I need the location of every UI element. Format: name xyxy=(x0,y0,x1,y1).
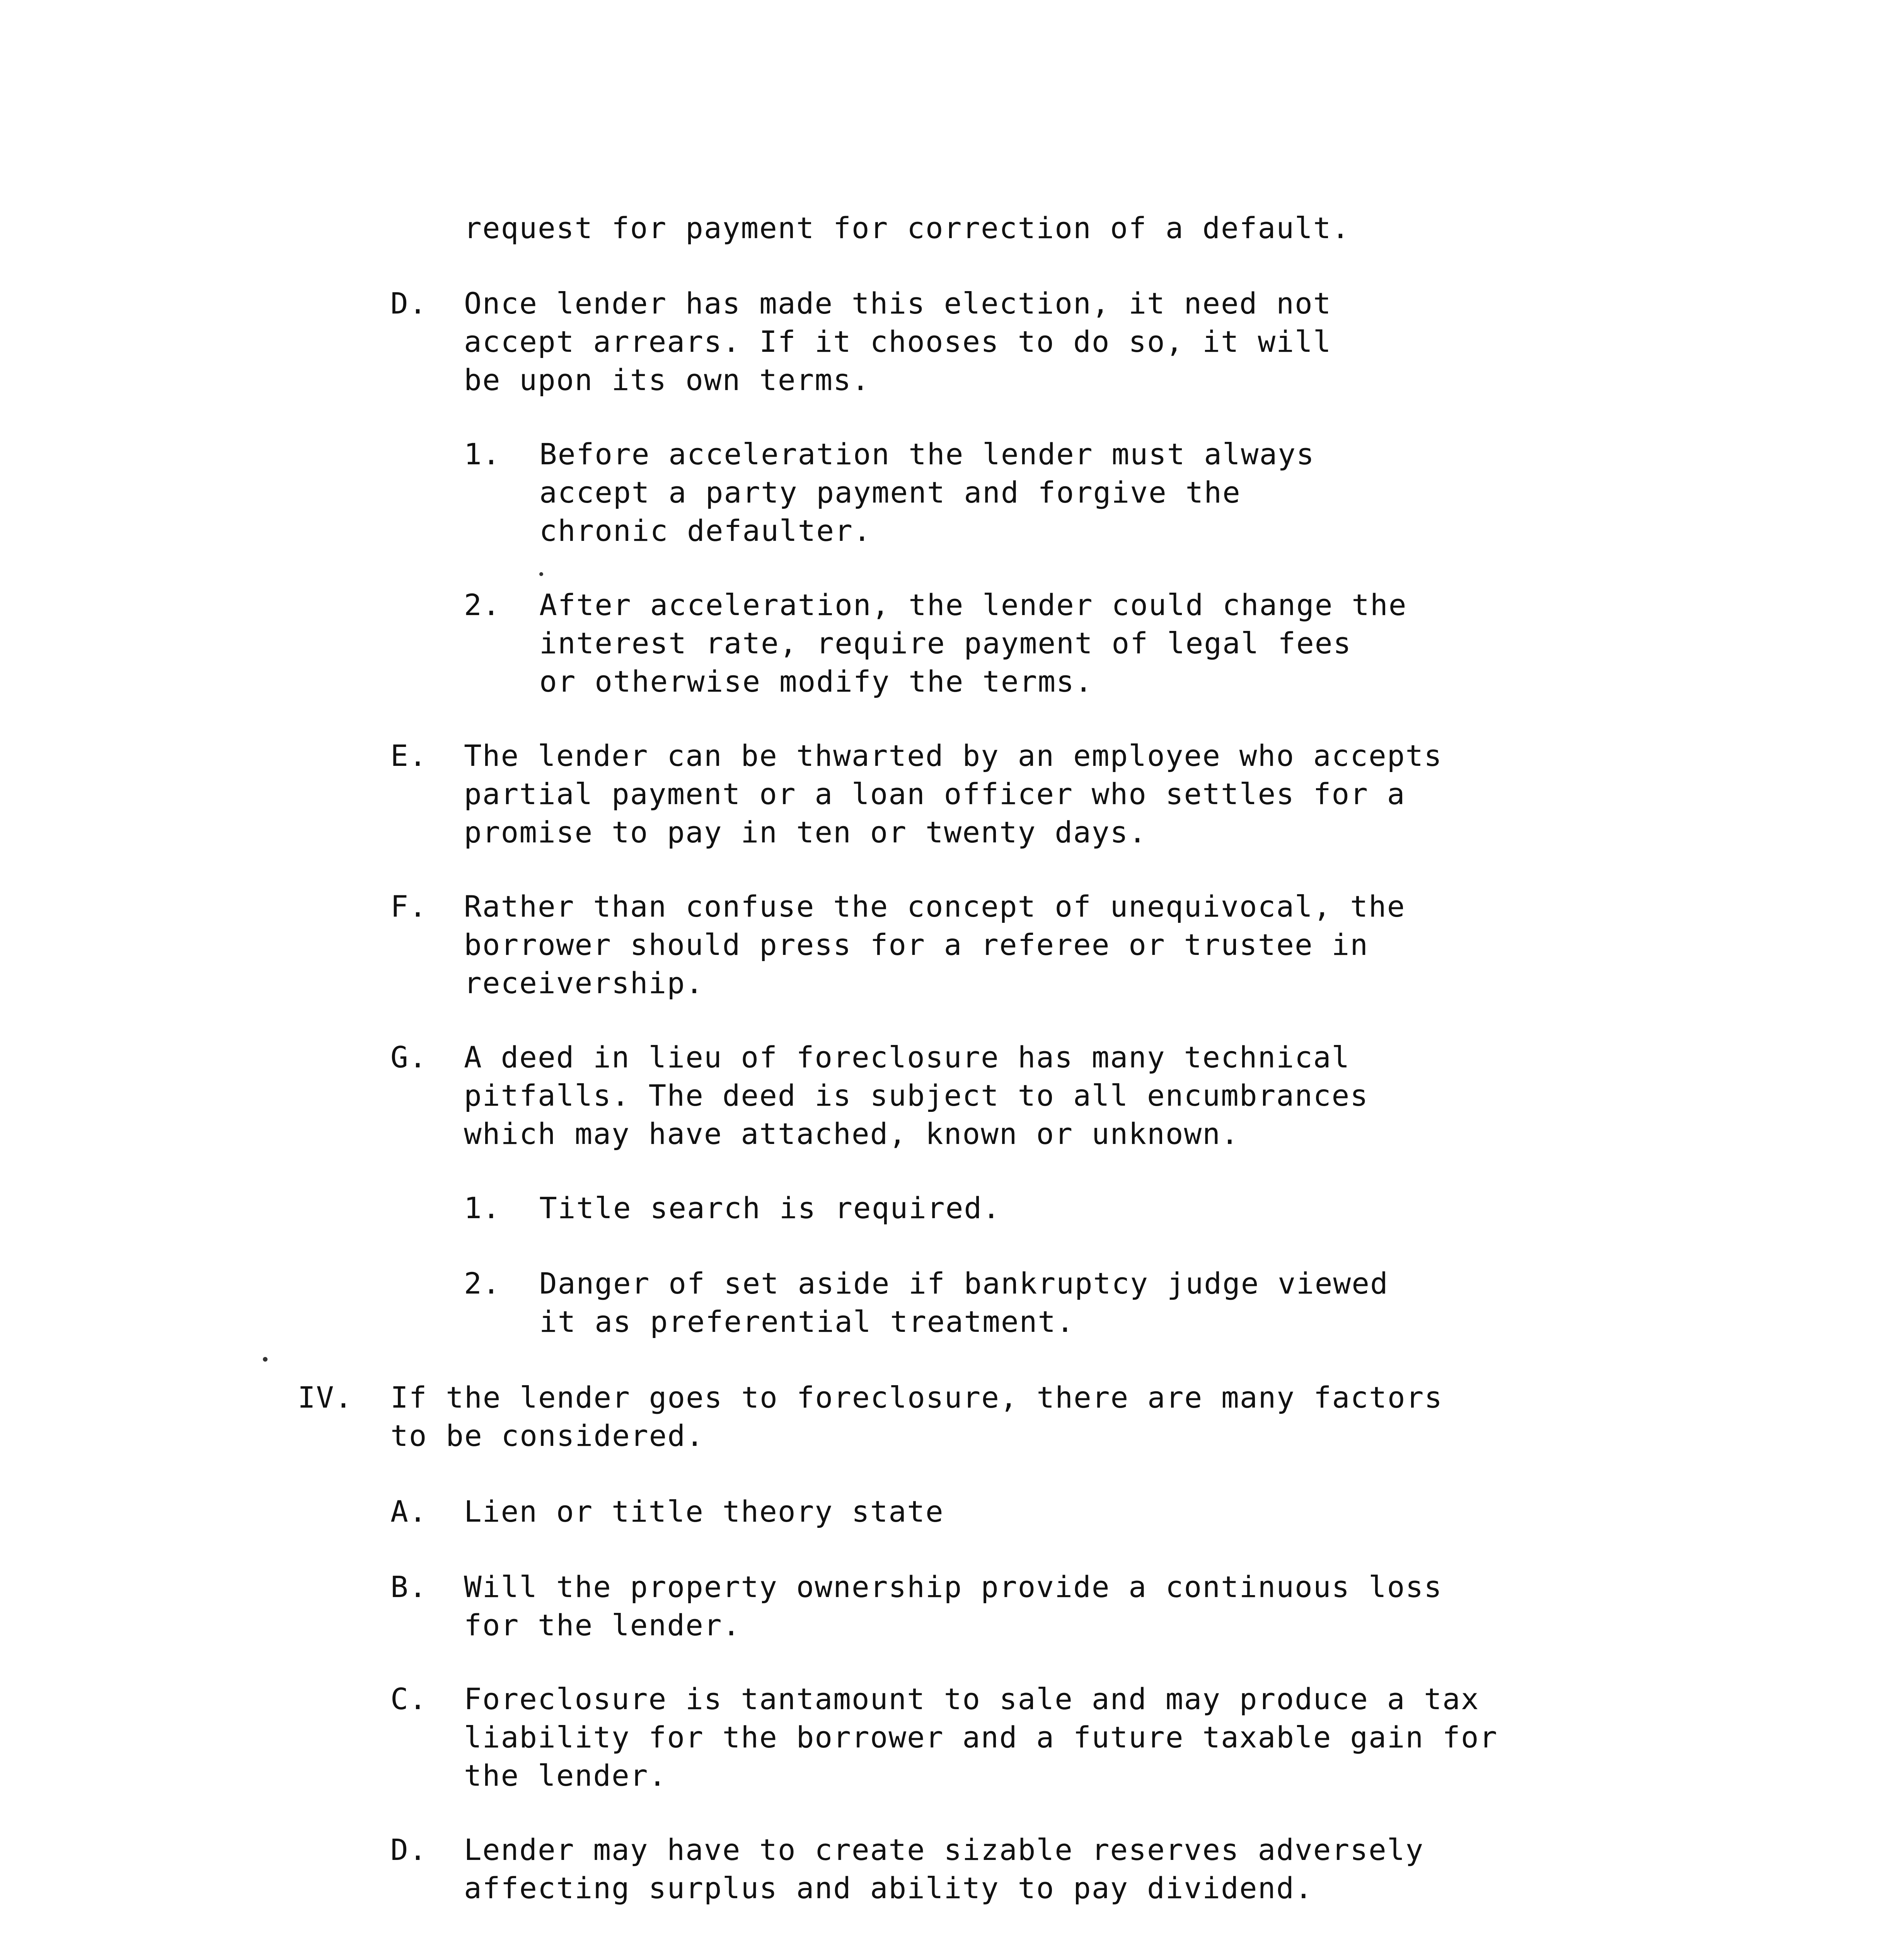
outline-item-iv-a xyxy=(464,1492,944,1531)
subitem-line: Title search is required. xyxy=(539,1191,1001,1225)
item-line: Foreclosure is tantamount to sale and may produce a tax xyxy=(464,1682,1480,1716)
outline-item-iv-c xyxy=(464,1680,1498,1795)
item-line: Lender may have to create sizable reserves adversely xyxy=(464,1832,1424,1867)
continuation-line: request for payment for correction of a default. xyxy=(464,211,1350,245)
subitem-line: Danger of set aside if bankruptcy judge viewed xyxy=(539,1266,1389,1301)
item-line: The lender can be thwarted by an employee who accepts xyxy=(464,738,1443,773)
outline-item-e xyxy=(464,736,1442,851)
subitem-line: or otherwise modify the terms. xyxy=(539,664,1093,699)
subitem-line: Before acceleration the lender must always xyxy=(539,437,1315,471)
item-line: A deed in lieu of foreclosure has many technical xyxy=(464,1040,1350,1074)
item-line: Lien or title theory state xyxy=(464,1494,944,1529)
item-line: accept arrears. If it chooses to do so, it will xyxy=(464,324,1332,359)
item-line: receivership. xyxy=(464,966,704,1000)
subitem-line: chronic defaulter. xyxy=(539,513,872,548)
outline-marker-iv-c: C. xyxy=(390,1682,428,1716)
item-line: borrower should press for a referee or trustee in xyxy=(464,927,1369,962)
outline-section-iv xyxy=(390,1378,1443,1455)
item-line: Will the property ownership provide a continuous loss xyxy=(464,1570,1443,1604)
continuation-text xyxy=(464,209,1350,247)
outline-subitem-g2 xyxy=(539,1264,1389,1341)
outline-item-d xyxy=(464,284,1332,399)
item-line: pitfalls. The deed is subject to all encumbrances xyxy=(464,1078,1369,1113)
outline-marker-d1: 1. xyxy=(464,437,501,471)
outline-item-iv-b xyxy=(464,1568,1442,1644)
item-line: affecting surplus and ability to pay dividend. xyxy=(464,1871,1313,1905)
outline-marker-iv-a: A. xyxy=(390,1494,428,1529)
item-line: Rather than confuse the concept of unequivocal, the xyxy=(464,889,1406,924)
outline-subitem-d2 xyxy=(539,586,1407,701)
subitem-line: interest rate, require payment of legal fees xyxy=(539,626,1352,660)
section-line: If the lender goes to foreclosure, there are many factors xyxy=(390,1380,1443,1415)
scan-speck xyxy=(539,572,543,576)
outline-marker-e: E. xyxy=(390,738,428,773)
outline-marker-d: D. xyxy=(390,286,428,320)
outline-item-iv-d xyxy=(464,1831,1424,1907)
item-line: which may have attached, known or unknown. xyxy=(464,1117,1239,1151)
subitem-line: accept a party payment and forgive the xyxy=(539,475,1241,510)
section-line: to be considered. xyxy=(390,1418,704,1453)
item-line: be upon its own terms. xyxy=(464,363,870,397)
outline-item-g xyxy=(464,1038,1369,1153)
subitem-line: it as preferential treatment. xyxy=(539,1304,1075,1339)
outline-marker-g: G. xyxy=(390,1040,428,1074)
item-line: the lender. xyxy=(464,1758,667,1793)
outline-subitem-g1 xyxy=(539,1189,1001,1227)
scan-speck xyxy=(263,1357,268,1362)
outline-marker-g1: 1. xyxy=(464,1191,501,1225)
outline-marker-iv-b: B. xyxy=(390,1570,428,1604)
item-line: promise to pay in ten or twenty days. xyxy=(464,815,1147,849)
outline-marker-d2: 2. xyxy=(464,588,501,622)
outline-item-f xyxy=(464,887,1406,1002)
outline-marker-iv: IV. xyxy=(298,1380,353,1415)
subitem-line: After acceleration, the lender could change the xyxy=(539,588,1407,622)
outline-subitem-d1 xyxy=(539,435,1315,550)
outline-marker-g2: 2. xyxy=(464,1266,501,1301)
item-line: Once lender has made this election, it need not xyxy=(464,286,1332,320)
outline-marker-f: F. xyxy=(390,889,428,924)
item-line: liability for the borrower and a future taxable gain for xyxy=(464,1720,1498,1754)
outline-marker-iv-d: D. xyxy=(390,1832,428,1867)
item-line: partial payment or a loan officer who settles for a xyxy=(464,777,1406,811)
item-line: for the lender. xyxy=(464,1608,741,1642)
